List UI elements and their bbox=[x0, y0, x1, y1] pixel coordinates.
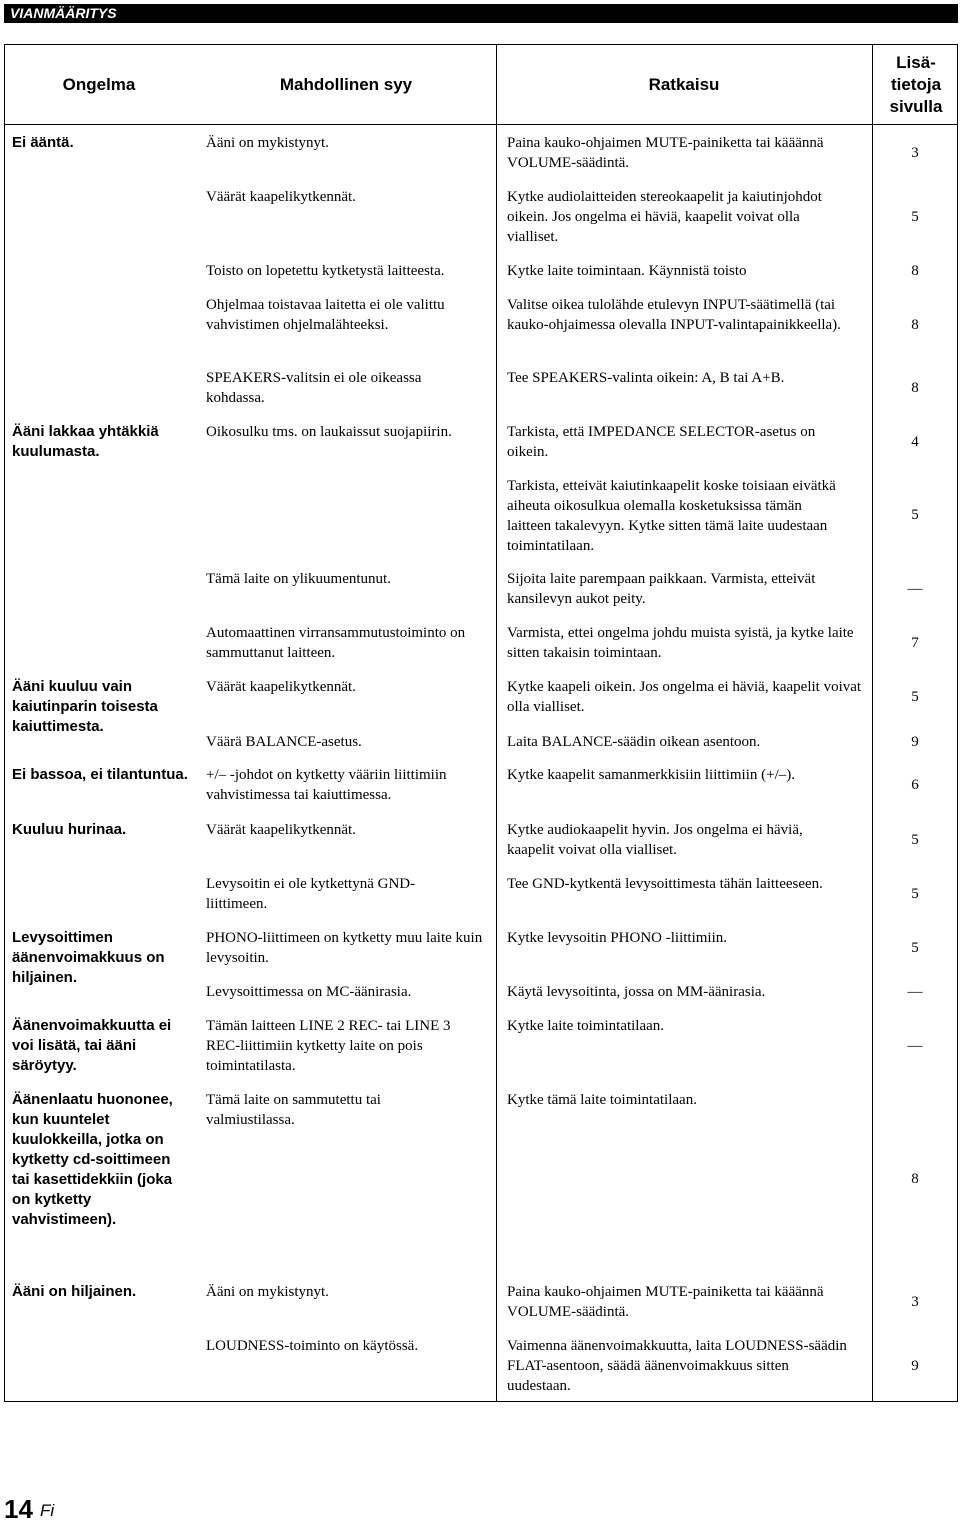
page-ref: — bbox=[907, 984, 923, 1000]
page-ref: 5 bbox=[911, 209, 919, 225]
problem-cell: Ääni lakkaa yhtäkkiä kuulumasta. bbox=[12, 423, 159, 460]
cause-cell: Väärät kaapelikytkennät. bbox=[206, 822, 356, 838]
page-ref: 9 bbox=[911, 734, 919, 750]
cause-cell: Levysoitin ei ole kytkettynä GND-liittimeen. bbox=[206, 876, 416, 912]
problem-cell: Levysoittimen äänenvoimakkuus on hiljainen. bbox=[12, 929, 165, 986]
problem-cell: Ääni kuuluu vain kaiutinparin toisesta kaiuttimesta. bbox=[12, 678, 158, 735]
cause-cell: Levysoittimessa on MC-äänirasia. bbox=[206, 984, 412, 1000]
solution-cell: Tee SPEAKERS-valinta oikein: A, B tai A+B. bbox=[507, 370, 785, 386]
section-title-bar: VIANMÄÄRITYS bbox=[4, 4, 958, 23]
header-page bbox=[876, 52, 956, 118]
page-ref: 8 bbox=[911, 380, 919, 396]
column-divider bbox=[872, 44, 873, 1402]
page-ref: 5 bbox=[911, 832, 919, 848]
page-ref: 3 bbox=[911, 145, 919, 161]
solution-cell: Tee GND-kytkentä levysoittimesta tähän laitteeseen. bbox=[507, 876, 823, 892]
page-ref: 5 bbox=[911, 507, 919, 523]
page-ref: 5 bbox=[911, 940, 919, 956]
cause-cell: Automaattinen virransammutustoiminto on sammuttanut laitteen. bbox=[206, 625, 466, 661]
cause-cell: Toisto on lopetettu kytketystä laitteesta. bbox=[206, 263, 445, 279]
solution-cell: Paina kauko-ohjaimen MUTE-painiketta tai kääännä VOLUME-säädintä. bbox=[507, 135, 824, 171]
page-ref: 8 bbox=[911, 317, 919, 333]
solution-cell: Käytä levysoitinta, jossa on MM-äänirasia. bbox=[507, 984, 766, 1000]
page-ref: 9 bbox=[911, 1358, 919, 1374]
solution-cell: Tarkista, että IMPEDANCE SELECTOR-asetus on oikein. bbox=[507, 424, 816, 460]
page-ref: 8 bbox=[911, 263, 919, 279]
solution-cell: Kytke audiokaapelit hyvin. Jos ongelma ei häviä, kaapelit voivat olla vialliset. bbox=[507, 822, 803, 858]
page-ref: — bbox=[907, 1038, 923, 1054]
cause-cell: Väärä BALANCE-asetus. bbox=[206, 734, 362, 750]
solution-cell: Kytke levysoitin PHONO -liittimiin. bbox=[507, 930, 727, 946]
header-page-line3: sivulla bbox=[889, 97, 943, 116]
page-ref: — bbox=[907, 581, 923, 597]
header-page-line2: tietoja bbox=[890, 75, 942, 94]
cause-cell: +/– -johdot on kytketty vääriin liittimiin vahvistimessa tai kaiuttimessa. bbox=[206, 767, 447, 803]
problem-cell: Äänenvoimakkuutta ei voi lisätä, tai ääni säröytyy. bbox=[12, 1017, 172, 1074]
solution-cell: Kytke laite toimintaan. Käynnistä toisto bbox=[507, 263, 747, 279]
column-divider bbox=[496, 44, 497, 1402]
solution-cell: Valitse oikea tulolähde etulevyn INPUT-säätimellä (tai kauko-ohjaimessa olevalla INPUT-valintapainikkeella). bbox=[507, 297, 841, 333]
header-problem: Ongelma bbox=[62, 75, 136, 94]
cause-cell: Ääni on mykistynyt. bbox=[206, 135, 329, 151]
solution-cell: Laita BALANCE-säädin oikean asentoon. bbox=[507, 734, 761, 750]
page-ref: 3 bbox=[911, 1294, 919, 1310]
cause-cell: Väärät kaapelikytkennät. bbox=[206, 189, 356, 205]
page-ref: 5 bbox=[911, 689, 919, 705]
cause-cell: Tämä laite on sammutettu tai valmiustilassa. bbox=[206, 1092, 381, 1128]
page-ref: 8 bbox=[911, 1171, 919, 1187]
problem-cell: Ei ääntä. bbox=[12, 134, 74, 151]
solution-cell: Kytke kaapelit samanmerkkisiin liittimiin (+/–). bbox=[507, 767, 795, 783]
cause-cell: Väärät kaapelikytkennät. bbox=[206, 679, 356, 695]
cause-cell: SPEAKERS-valitsin ei ole oikeassa kohdassa. bbox=[206, 370, 422, 406]
header-page-line1: Lisä- bbox=[896, 53, 936, 72]
header-cause: Mahdollinen syy bbox=[279, 75, 413, 94]
solution-cell: Tarkista, etteivät kaiutinkaapelit koske toisiaan eivätkä aiheuta oikosulkua olemalla kosketuksissa tämän laitteen takalevyyn. Kytke sitten tämä laite uudestaan toimintatilaan. bbox=[507, 478, 836, 554]
page-ref: 5 bbox=[911, 886, 919, 902]
cause-cell: Ääni on mykistynyt. bbox=[206, 1284, 329, 1300]
solution-cell: Kytke audiolaitteiden stereokaapelit ja kaiutinjohdot oikein. Jos ongelma ei häviä, kaapelit voivat olla vialliset. bbox=[507, 189, 822, 245]
header-solution: Ratkaisu bbox=[648, 75, 720, 94]
problem-cell: Kuuluu hurinaa. bbox=[12, 821, 127, 838]
page-number: 14 bbox=[4, 1494, 33, 1524]
solution-cell: Paina kauko-ohjaimen MUTE-painiketta tai kääännä VOLUME-säädintä. bbox=[507, 1284, 824, 1320]
page-ref: 6 bbox=[911, 777, 919, 793]
cause-cell: LOUDNESS-toiminto on käytössä. bbox=[206, 1338, 419, 1354]
solution-cell: Kytke laite toimintatilaan. bbox=[507, 1018, 665, 1034]
cause-cell: Ohjelmaa toistavaa laitetta ei ole valittu vahvistimen ohjelmalähteeksi. bbox=[206, 297, 445, 333]
solution-cell: Varmista, ettei ongelma johdu muista syistä, ja kytke laite sitten takaisin toimintaan. bbox=[507, 625, 854, 661]
solution-cell: Sijoita laite parempaan paikkaan. Varmista, etteivät kansilevyn aukot peity. bbox=[507, 571, 816, 607]
cause-cell: Tämä laite on ylikuumentunut. bbox=[206, 571, 391, 587]
problem-cell: Ei bassoa, ei tilantuntua. bbox=[12, 766, 188, 783]
cause-cell: Oikosulku tms. on laukaissut suojapiirin. bbox=[206, 424, 452, 440]
language-code: Fi bbox=[40, 1501, 55, 1520]
page-ref: 4 bbox=[911, 434, 919, 450]
problem-cell: Ääni on hiljainen. bbox=[12, 1283, 137, 1300]
page-ref: 7 bbox=[911, 635, 919, 651]
header-divider bbox=[4, 124, 958, 125]
problem-cell: Äänenlaatu huononee, kun kuuntelet kuulokkeilla, jotka on kytketty cd-soittimeen tai kasettidekkiin (joka on kytketty vahvistimeen). bbox=[12, 1091, 173, 1228]
solution-cell: Kytke kaapeli oikein. Jos ongelma ei häviä, kaapelit voivat olla vialliset. bbox=[507, 679, 862, 715]
cause-cell: PHONO-liittimeen on kytketty muu laite kuin levysoitin. bbox=[206, 930, 483, 966]
solution-cell: Kytke tämä laite toimintatilaan. bbox=[507, 1092, 697, 1108]
cause-cell: Tämän laitteen LINE 2 REC- tai LINE 3 REC-liittimiin kytketty laite on pois toimintatilasta. bbox=[206, 1018, 451, 1074]
solution-cell: Vaimenna äänenvoimakkuutta, laita LOUDNESS-säädin FLAT-asentoon, säädä äänenvoimakkuus sitten uudestaan. bbox=[507, 1338, 847, 1394]
